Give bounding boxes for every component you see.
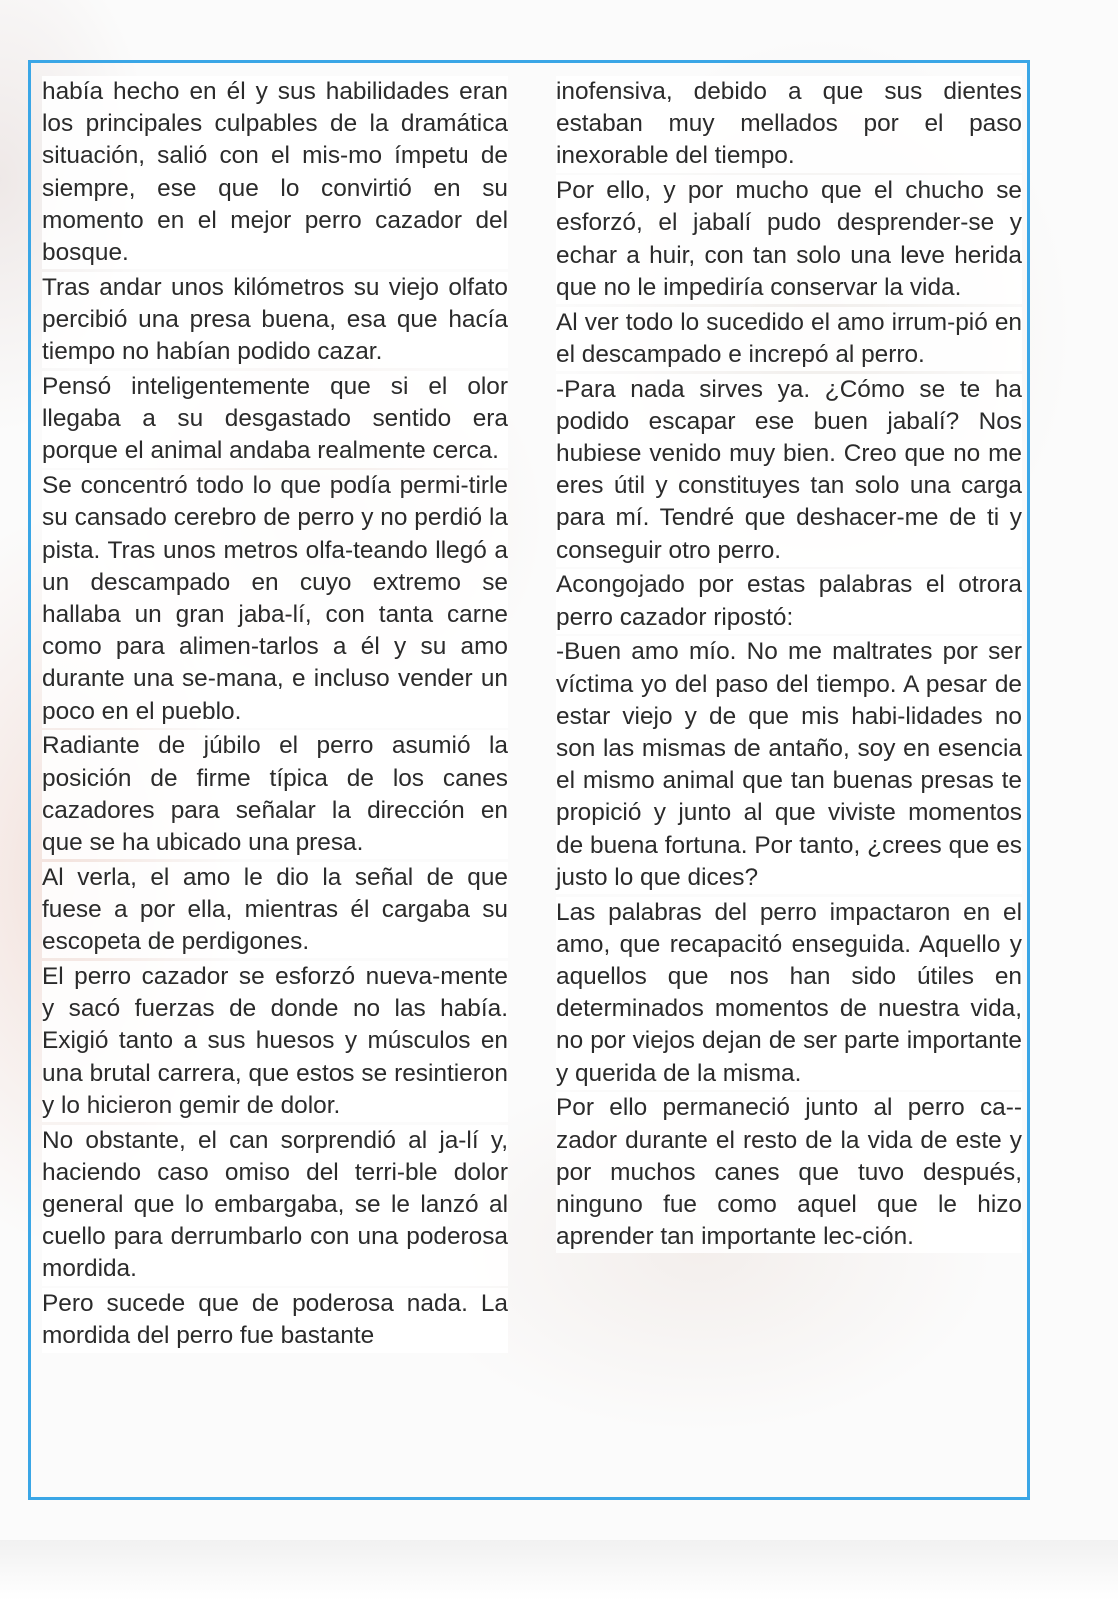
paragraph: Al ver todo lo sucedido el amo irrum-pió en el descampado e increpó al perro. bbox=[556, 307, 1022, 371]
paragraph: No obstante, el can sorprendió al ja-lí y, haciendo caso omiso del terri-ble dolor general que lo embargaba, se le lanzó al cuello para derrumbarlo con una poderosa mordida. bbox=[42, 1125, 508, 1286]
paragraph: Tras andar unos kilómetros su viejo olfato percibió una presa buena, esa que hacía tiempo no habían podido cazar. bbox=[42, 272, 508, 369]
paragraph: Radiante de júbilo el perro asumió la posición de firme típica de los canes cazadores para señalar la dirección en que se ha ubicado una presa. bbox=[42, 730, 508, 859]
paragraph: Acongojado por estas palabras el otrora perro cazador ripostó: bbox=[556, 569, 1022, 633]
paragraph: Al verla, el amo le dio la señal de que fuese a por ella, mientras él cargaba su escopeta de perdigones. bbox=[42, 862, 508, 959]
paragraph: Pensó inteligentemente que si el olor llegaba a su desgastado sentido era porque el animal andaba realmente cerca. bbox=[42, 371, 508, 468]
paragraph: -Buen amo mío. No me maltrates por ser víctima yo del paso del tiempo. A pesar de estar viejo y de que mis habi-lidades no son las mismas de antaño, soy en esencia el mismo animal que tan buenas presas te propició y junto al que viviste momentos de buena fortuna. Por tanto, ¿crees que es justo lo que dices? bbox=[556, 636, 1022, 894]
paragraph: inofensiva, debido a que sus dientes estaban muy mellados por el paso inexorable del tiempo. bbox=[556, 76, 1022, 173]
page-bottom-shadow bbox=[0, 1540, 1118, 1600]
paragraph: El perro cazador se esforzó nueva-mente y sacó fuerzas de donde no las había. Exigió tanto a sus huesos y músculos en una brutal carrera, que estos se resintieron y lo hicieron gemir de dolor. bbox=[42, 961, 508, 1122]
paragraph: Por ello permaneció junto al perro ca-zador durante el resto de la vida de este y por muchos canes que tuvo después, ninguno fue como aquel que le hizo aprender tan importante lec-ción. bbox=[556, 1092, 1022, 1253]
paragraph: Pero sucede que de poderosa nada. La mordida del perro fue bastante bbox=[42, 1288, 508, 1352]
right-text-column bbox=[556, 76, 1022, 1256]
paragraph: Por ello, y por mucho que el chucho se esforzó, el jabalí pudo desprender-se y echar a huir, con tan solo una leve herida que no le impediría conservar la vida. bbox=[556, 175, 1022, 304]
paragraph: había hecho en él y sus habilidades eran los principales culpables de la dramática situación, salió con el mis-mo ímpetu de siempre, ese que lo convirtió en su momento en el mejor perro cazador del bosque. bbox=[42, 76, 508, 269]
left-text-column bbox=[42, 76, 508, 1355]
paragraph: Las palabras del perro impactaron en el amo, que recapacitó enseguida. Aquello y aquellos que nos han sido útiles en determinados momentos de nuestra vida, no por viejos dejan de ser parte importante y querida de la misma. bbox=[556, 897, 1022, 1090]
paragraph: Se concentró todo lo que podía permi-tirle su cansado cerebro de perro y no perdió la pista. Tras unos metros olfa-teando llegó a un descampado en cuyo extremo se hallaba un gran jaba-lí, con tanta carne como para alimen-tarlos a él y su amo durante una se-mana, e incluso vender un poco en el pueblo. bbox=[42, 470, 508, 728]
paragraph: -Para nada sirves ya. ¿Cómo se te ha podido escapar ese buen jabalí? Nos hubiese venido muy bien. Creo que no me eres útil y constituyes tan solo una carga para mí. Tendré que deshacer-me de ti y conseguir otro perro. bbox=[556, 374, 1022, 567]
